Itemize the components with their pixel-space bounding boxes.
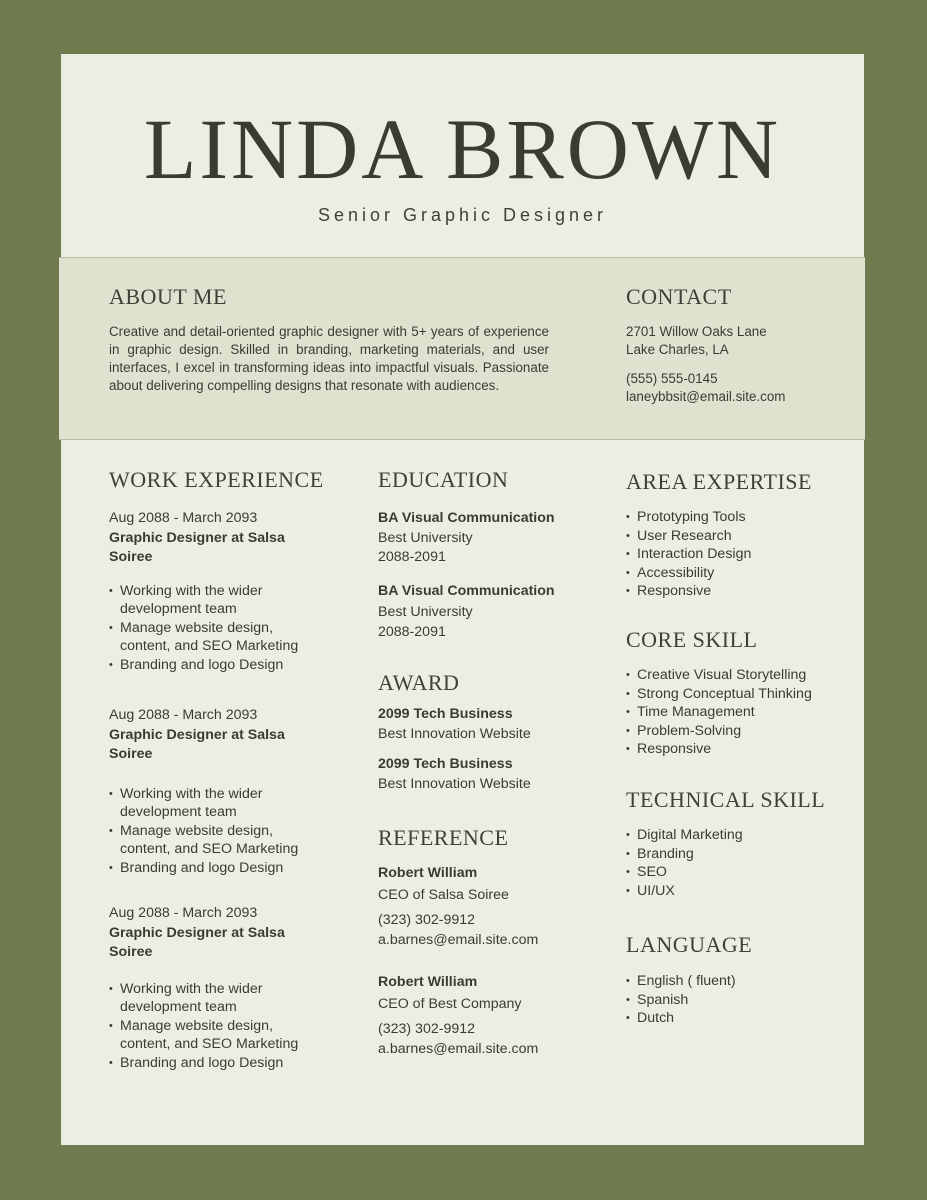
award-title: 2099 Tech Business xyxy=(378,706,513,722)
award-desc: Best Innovation Website xyxy=(378,775,531,792)
work-dates: Aug 2088 - March 2093 xyxy=(109,707,258,723)
technical-skill-item: • SEO xyxy=(626,863,851,882)
candidate-title: Senior Graphic Designer xyxy=(317,205,608,225)
language-item: • English ( fluent) xyxy=(626,972,851,991)
language-item: • Dutch xyxy=(626,1009,851,1028)
technical-skill-item: • Digital Marketing xyxy=(626,826,851,845)
award-item xyxy=(378,705,608,744)
work-bullets xyxy=(109,980,324,1073)
reference-email[interactable]: a.barnes@email.site.com xyxy=(378,931,539,948)
core-skill-item: • Problem-Solving xyxy=(626,722,851,741)
education-school: Best University xyxy=(378,529,473,546)
work-bullet: • Manage website design, content, and SEO Marketing xyxy=(109,619,324,656)
expertise-item: • Prototyping Tools xyxy=(626,508,851,527)
contact-email[interactable]: laneybbsit@email.site.com xyxy=(626,389,786,404)
reference-position: CEO of Best Company xyxy=(378,995,522,1012)
work-bullet: • Working with the wider development team xyxy=(109,582,324,619)
work-item xyxy=(109,706,324,877)
about-text: Creative and detail-oriented graphic designer with 5+ years of experience in graphic design. Skilled in branding, marketing materials, and user interfaces, I excel in transforming ideas into impactful visuals. Passionate about delivering compelling designs that resonate with audiences. xyxy=(109,324,549,393)
work-heading: WORK EXPERIENCE xyxy=(109,467,324,492)
work-bullet: • Working with the wider development team xyxy=(109,980,324,1017)
work-role: Graphic Designer at Salsa Soiree xyxy=(109,529,285,565)
language-item: • Spanish xyxy=(626,991,851,1010)
education-section xyxy=(378,469,608,642)
core-skill-item: • Strong Conceptual Thinking xyxy=(626,685,851,704)
award-heading: AWARD xyxy=(378,670,460,695)
contact-address-line1: 2701 Willow Oaks Lane xyxy=(626,324,767,339)
work-bullet: • Working with the wider development team xyxy=(109,785,324,822)
reference-phone: (323) 302-9912 xyxy=(378,1021,476,1037)
work-bullet: • Branding and logo Design xyxy=(109,656,324,675)
technical-skill-item: • UI/UX xyxy=(626,882,851,901)
education-degree: BA Visual Communication xyxy=(378,510,555,526)
core-skill-list xyxy=(626,666,851,759)
reference-name: Robert William xyxy=(378,865,478,881)
expertise-item: • Interaction Design xyxy=(626,545,851,564)
reference-item xyxy=(378,864,608,950)
expertise-section xyxy=(626,471,851,601)
reference-heading: REFERENCE xyxy=(378,825,509,850)
expertise-item: • Responsive xyxy=(626,582,851,601)
reference-phone: (323) 302-9912 xyxy=(378,912,476,928)
contact-address-line2: Lake Charles, LA xyxy=(626,342,729,357)
work-item xyxy=(109,904,324,1072)
work-bullets xyxy=(109,785,324,878)
award-title: 2099 Tech Business xyxy=(378,756,513,772)
work-bullet: • Manage website design, content, and SEO Marketing xyxy=(109,822,324,859)
education-heading: EDUCATION xyxy=(378,467,509,492)
core-skill-item: • Time Management xyxy=(626,703,851,722)
education-item xyxy=(378,509,608,568)
language-list xyxy=(626,972,851,1028)
technical-skill-heading: TECHNICAL SKILL xyxy=(626,787,826,812)
resume-header xyxy=(61,54,864,257)
core-skill-item: • Responsive xyxy=(626,740,851,759)
about-contact-band xyxy=(59,257,865,440)
award-item xyxy=(378,755,608,794)
reference-section xyxy=(378,827,608,1059)
about-heading: ABOUT ME xyxy=(109,284,227,309)
contact-phone: (555) 555-0145 xyxy=(626,371,718,386)
award-section xyxy=(378,672,608,794)
core-skill-item: • Creative Visual Storytelling xyxy=(626,666,851,685)
education-school: Best University xyxy=(378,604,473,620)
education-degree: BA Visual Communication xyxy=(378,582,555,599)
reference-email[interactable]: a.barnes@email.site.com xyxy=(378,1040,539,1057)
technical-skill-section xyxy=(626,789,851,900)
education-years: 2088-2091 xyxy=(378,549,446,565)
contact-heading: CONTACT xyxy=(626,284,732,309)
award-desc: Best Innovation Website xyxy=(378,725,531,742)
expertise-item: • Accessibility xyxy=(626,564,851,583)
work-role: Graphic Designer at Salsa Soiree xyxy=(109,726,285,762)
education-years: 2088-2091 xyxy=(378,623,446,640)
technical-skill-list xyxy=(626,826,851,900)
work-experience-section xyxy=(109,469,324,1072)
core-skill-heading: CORE SKILL xyxy=(626,627,758,652)
work-role: Graphic Designer at Salsa Soiree xyxy=(109,924,285,960)
contact-block xyxy=(626,323,785,406)
work-bullets xyxy=(109,582,324,675)
expertise-item: • User Research xyxy=(626,527,851,546)
work-dates: Aug 2088 - March 2093 xyxy=(109,510,258,526)
work-dates: Aug 2088 - March 2093 xyxy=(109,905,258,921)
work-item xyxy=(109,509,324,674)
candidate-name: LINDA BROWN xyxy=(143,101,782,197)
language-section xyxy=(626,934,851,1028)
technical-skill-item: • Branding xyxy=(626,845,851,864)
reference-position: CEO of Salsa Soiree xyxy=(378,886,509,903)
resume-page xyxy=(61,54,864,1145)
reference-item xyxy=(378,973,608,1059)
work-bullet: • Manage website design, content, and SEO Marketing xyxy=(109,1017,324,1054)
work-bullet: • Branding and logo Design xyxy=(109,1054,324,1073)
work-bullet: • Branding and logo Design xyxy=(109,859,324,878)
core-skill-section xyxy=(626,629,851,759)
language-heading: LANGUAGE xyxy=(626,932,753,957)
expertise-list xyxy=(626,508,851,601)
education-item xyxy=(378,582,608,643)
reference-name: Robert William xyxy=(378,974,478,990)
expertise-heading: AREA EXPERTISE xyxy=(626,469,812,494)
